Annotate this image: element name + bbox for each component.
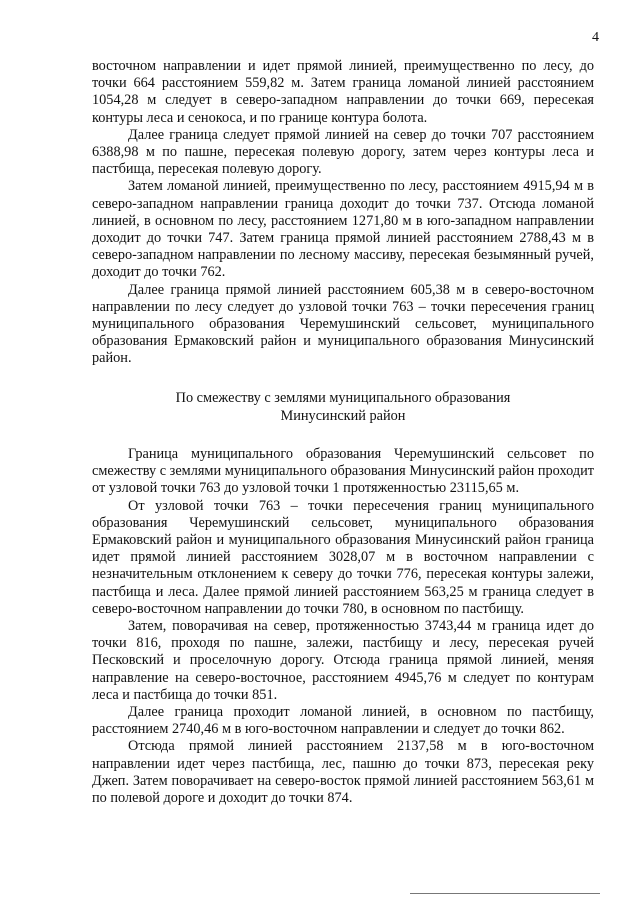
body-text-bottom [92, 446, 594, 807]
paragraph: Затем, поворачивая на север, протяженностью 3743,44 м граница идет до точки 816, проходя по пашне, залежи, пастбищу и лесу, пересекая ручей Песковский и проселочную дорогу. Отсюда граница прямой линией, меняя направление на северо-восточное, расстоянием 4945,76 м следует по контурам леса и пастбища до точки 851. [92, 618, 594, 703]
paragraph: Затем ломаной линией, преимущественно по лесу, расстоянием 4915,94 м в северо-западном направлении граница доходит до точки 737. Отсюда ломаной линией, в основном по лесу, расстоянием 1271,80 м в юго-западном направлении доходит до точки 747. Затем граница прямой линией расстоянием 2788,43 м в северо-западном направлении по лесному массиву, пересекая безымянный ручей, доходит до точки 762. [92, 178, 594, 281]
section-heading-line-1: По смежеству с землями муниципального образования [175, 390, 511, 406]
body-text-top [92, 58, 594, 368]
paragraph: Отсюда прямой линией расстоянием 2137,58 м в юго-восточном направлении идет через пастбища, лес, пашню до точки 873, пересекая реку Джеп. Затем поворачивает на северо-восток прямой линией расстоянием 563,61 м по полевой дороге и доходит до точки 874. [92, 738, 594, 807]
section-heading-line-2: Минусинский район [280, 408, 406, 424]
section-heading [92, 389, 594, 425]
paragraph: От узловой точки 763 – точки пересечения границ муниципального образования Черемушинский сельсовет, муниципального образования Ермаковский район и муниципального образования Минусинский район граница идет прямой линией расстоянием 3028,07 м в восточном направлении с незначительным отклонением к северу до точки 776, пересекая контуры залежи, пастбища и леса. Далее прямой линией расстоянием 563,25 м граница следует в северо-восточном направлении до точки 780, в основном по пастбищу. [92, 497, 594, 617]
paragraph: Далее граница прямой линией расстоянием 605,38 м в северо-восточном направлении по лесу следует до узловой точки 763 – точки пересечения границ муниципального образования Черемушинский сельсовет, муниципального образования Ермаковский район и муниципального образования Минусинский район. [92, 281, 594, 367]
paragraph: Далее граница следует прямой линией на север до точки 707 расстоянием 6388,98 м по пашне, пересекая полевую дорогу, затем через контуры леса и пастбища, пересекая полевую дорогу. [92, 126, 594, 178]
page-number: 4 [592, 30, 599, 45]
paragraph: Граница муниципального образования Черемушинский сельсовет по смежеству с землями муниципального образования Минусинский район проходит от узловой точки 763 до узловой точки 1 протяженностью 23115,65 м. [92, 446, 594, 497]
paragraph: восточном направлении и идет прямой линией, преимущественно по лесу, до точки 664 расстоянием 559,82 м. Затем граница ломаной линией расстоянием 1054,28 м следует в северо-западном направлении до точки 669, пересекая контуры леса и сенокоса, и по границе контура болота. [92, 58, 594, 126]
footer-divider [410, 893, 600, 894]
paragraph: Далее граница проходит ломаной линией, в основном по пастбищу, расстоянием 2740,46 м в юго-восточном направлении и следует до точки 862. [92, 704, 594, 738]
